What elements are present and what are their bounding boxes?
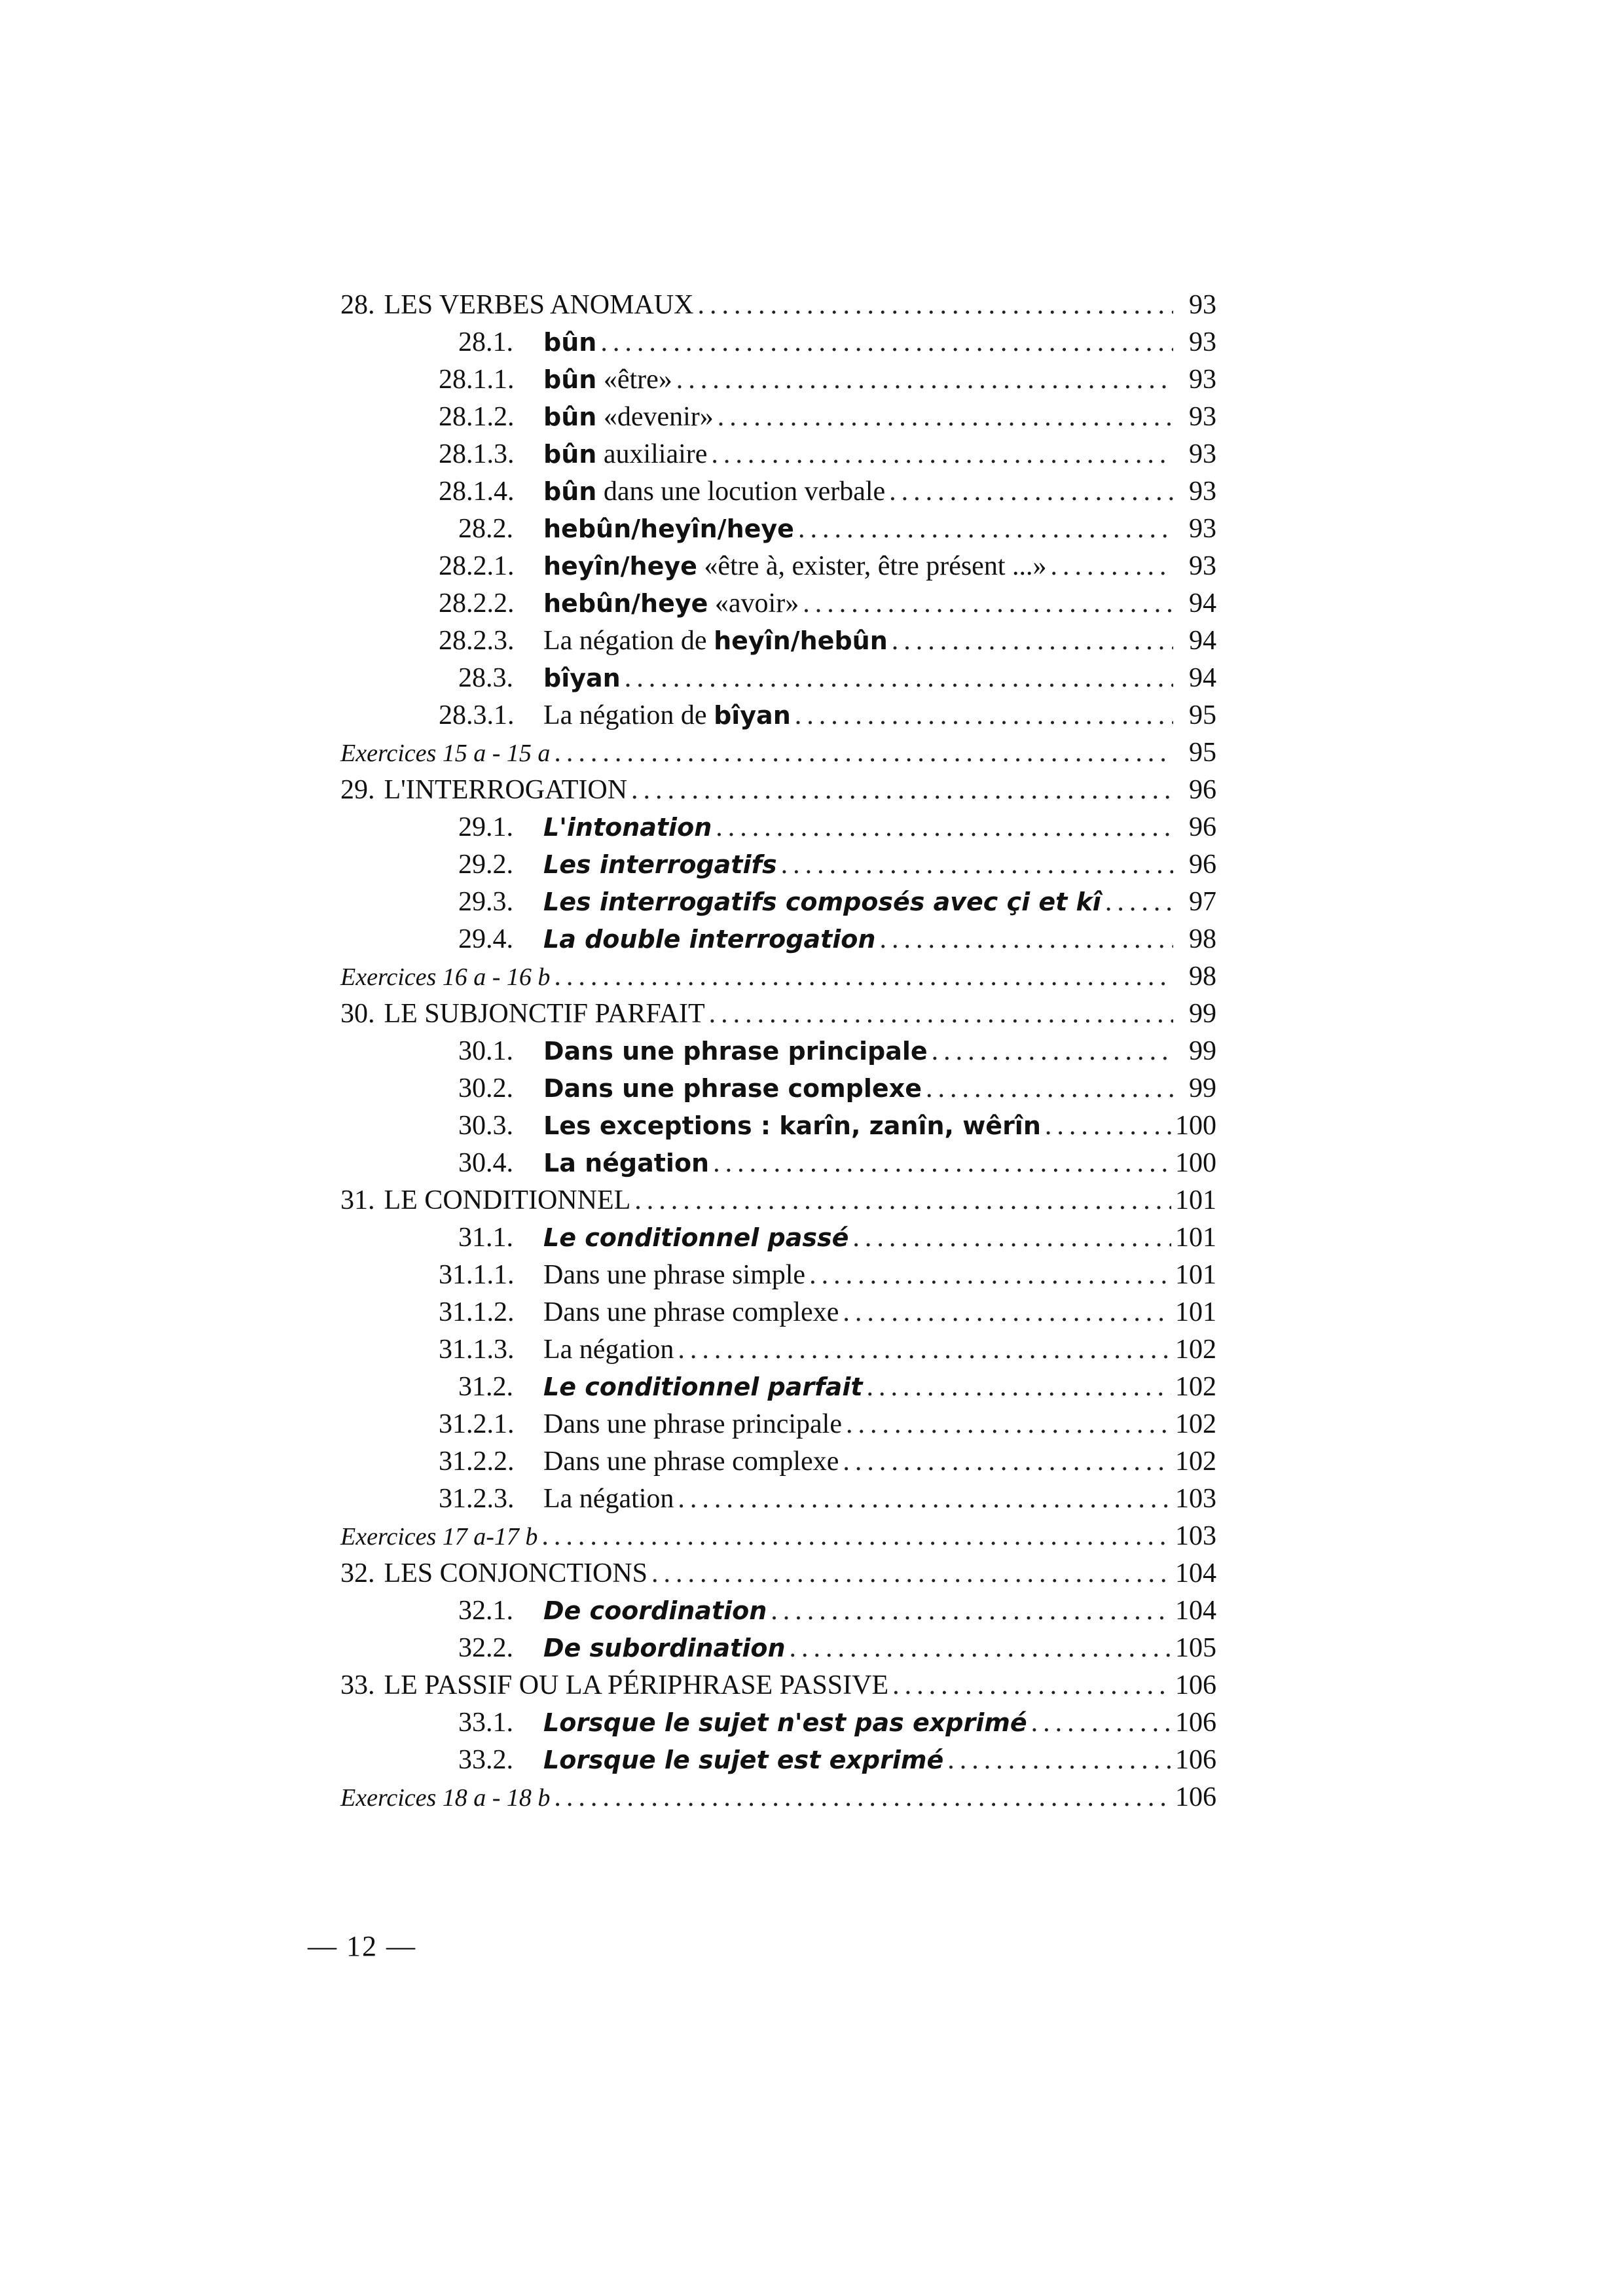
dot-leader bbox=[889, 473, 1173, 511]
toc-page-number: 102 bbox=[1175, 1446, 1216, 1477]
toc-section-row bbox=[340, 1219, 1216, 1257]
toc-section-number: 28.2.3. bbox=[439, 626, 515, 656]
toc-page-number: 101 bbox=[1175, 1185, 1216, 1215]
toc-title-kw: bûn bbox=[543, 328, 597, 357]
toc-title-pre: Dans une phrase complexe bbox=[543, 1297, 839, 1327]
toc-section-number: 28.1.4. bbox=[439, 476, 515, 507]
toc-entry-title bbox=[543, 1630, 786, 1667]
toc-entry-title bbox=[543, 884, 1101, 921]
dot-leader bbox=[631, 772, 1173, 809]
toc-title-bi: La double interrogation bbox=[543, 925, 876, 954]
toc-section-row bbox=[340, 1257, 1216, 1294]
dot-leader bbox=[709, 996, 1173, 1033]
toc-section-number: 32.1. bbox=[458, 1596, 513, 1626]
dot-leader bbox=[1045, 1107, 1171, 1145]
dot-leader bbox=[803, 585, 1173, 622]
toc-title-title: LES CONJONCTIONS bbox=[384, 1558, 648, 1588]
toc-exercise-row bbox=[340, 734, 1216, 772]
toc-chapter-row bbox=[340, 287, 1216, 324]
toc-entry-title bbox=[543, 1331, 674, 1369]
dot-leader bbox=[678, 1331, 1171, 1369]
dot-leader bbox=[634, 1182, 1171, 1219]
toc-title-b: Dans une phrase principale bbox=[543, 1037, 928, 1066]
toc-exercise-title: Exercices 18 a - 18 b bbox=[340, 1784, 551, 1812]
toc-title-kw: bîyan bbox=[714, 701, 791, 730]
dot-leader bbox=[1105, 884, 1173, 921]
toc-section-row bbox=[340, 809, 1216, 846]
dot-leader bbox=[843, 1294, 1171, 1331]
toc-section-row bbox=[340, 622, 1216, 660]
toc-title-b: Les exceptions : karîn, zanîn, wêrîn bbox=[543, 1111, 1041, 1140]
toc-title-kw: bûn bbox=[543, 403, 597, 431]
toc-entry-title bbox=[543, 921, 875, 958]
toc-title-rest: «devenir» bbox=[596, 402, 714, 432]
toc-section-row bbox=[340, 585, 1216, 622]
toc-title-kw: heyîn/heye bbox=[543, 552, 697, 581]
toc-section-number: 29.2. bbox=[458, 850, 513, 880]
toc-section-number: 28.1.3. bbox=[439, 439, 515, 469]
toc-page-number: 96 bbox=[1189, 850, 1216, 880]
toc-entry-title bbox=[543, 548, 1047, 585]
toc-page-number: 94 bbox=[1189, 663, 1216, 693]
toc-section-number: 31.1.1. bbox=[439, 1260, 515, 1290]
toc-title-bi: De coordination bbox=[543, 1596, 767, 1625]
toc-section-row bbox=[340, 473, 1216, 511]
toc-section-number: 31.1.2. bbox=[439, 1297, 515, 1327]
dot-leader bbox=[926, 1070, 1173, 1107]
dot-leader bbox=[554, 1779, 1171, 1816]
toc-title-title: LE PASSIF OU LA PÉRIPHRASE PASSIVE bbox=[384, 1670, 889, 1700]
toc-page-number: 93 bbox=[1189, 439, 1216, 469]
toc-section-row bbox=[340, 660, 1216, 697]
dot-leader bbox=[554, 734, 1173, 772]
dot-leader bbox=[625, 660, 1173, 697]
toc-section-number: 30. bbox=[340, 999, 375, 1029]
toc-section-row bbox=[340, 361, 1216, 399]
toc-entry-title bbox=[384, 287, 694, 324]
toc-page-number: 106 bbox=[1175, 1708, 1216, 1738]
toc-title-title: L'INTERROGATION bbox=[384, 775, 628, 805]
toc-entry-title bbox=[543, 473, 885, 511]
toc-title-pre: La négation de bbox=[543, 700, 714, 730]
toc-page-number: 105 bbox=[1175, 1633, 1216, 1663]
toc-section-number: 32. bbox=[340, 1558, 375, 1588]
toc-title-kw: bûn bbox=[543, 440, 597, 469]
toc-section-row bbox=[340, 1331, 1216, 1369]
dot-leader bbox=[932, 1033, 1173, 1070]
toc-section-row bbox=[340, 1704, 1216, 1742]
toc-title-rest: «avoir» bbox=[708, 588, 799, 619]
toc-page-number: 94 bbox=[1189, 626, 1216, 656]
toc-title-pre: Dans une phrase principale bbox=[543, 1409, 842, 1439]
toc-entry-title bbox=[543, 585, 799, 622]
toc-section-number: 33.1. bbox=[458, 1708, 513, 1738]
toc-title-rest: dans une locution verbale bbox=[596, 476, 886, 507]
toc-section-number: 28.1.2. bbox=[439, 402, 515, 432]
toc-title-pre: La négation bbox=[543, 1335, 674, 1365]
toc-section-row bbox=[340, 1070, 1216, 1107]
toc-title-kw: heyîn/hebûn bbox=[714, 626, 888, 655]
toc-section-row bbox=[340, 1592, 1216, 1630]
toc-title-pre: Dans une phrase simple bbox=[543, 1260, 806, 1290]
toc-entry-title bbox=[384, 772, 628, 809]
dot-leader bbox=[600, 324, 1173, 361]
toc-section-number: 28.2.1. bbox=[439, 551, 515, 581]
toc-page-number: 96 bbox=[1189, 775, 1216, 805]
dot-leader bbox=[781, 846, 1173, 884]
toc-title-bi: De subordination bbox=[543, 1634, 786, 1662]
toc-page-number: 104 bbox=[1175, 1596, 1216, 1626]
toc-entry-title bbox=[543, 1406, 842, 1443]
toc-section-number: 28.1. bbox=[458, 327, 513, 357]
toc-page-number: 93 bbox=[1189, 402, 1216, 432]
toc-section-number: 31.2.1. bbox=[439, 1409, 515, 1439]
toc-section-number: 30.4. bbox=[458, 1148, 513, 1178]
toc-section-row bbox=[340, 324, 1216, 361]
dot-leader bbox=[678, 1480, 1171, 1518]
toc-title-bi: Lorsque le sujet est exprimé bbox=[543, 1746, 944, 1774]
toc-exercise-title: Exercices 17 a-17 b bbox=[340, 1523, 538, 1551]
toc-section-number: 29.1. bbox=[458, 812, 513, 842]
toc-page-number: 95 bbox=[1189, 738, 1216, 768]
toc-section-number: 28.3.1. bbox=[439, 700, 515, 730]
toc-page-number: 100 bbox=[1175, 1111, 1216, 1141]
toc-title-kw: bûn bbox=[543, 477, 597, 506]
dot-leader bbox=[892, 1667, 1171, 1704]
toc-page-number: 102 bbox=[1175, 1372, 1216, 1402]
dot-leader bbox=[676, 361, 1173, 399]
toc-exercise-row bbox=[340, 1518, 1216, 1555]
toc-title-bi: L'intonation bbox=[543, 813, 712, 842]
toc-chapter-row bbox=[340, 996, 1216, 1033]
toc-exercise-row bbox=[340, 1779, 1216, 1816]
toc-entry-title bbox=[543, 1443, 839, 1480]
toc-page-number: 93 bbox=[1189, 476, 1216, 507]
toc-section-row bbox=[340, 1294, 1216, 1331]
toc-section-number: 31.2.3. bbox=[439, 1484, 515, 1514]
toc-entry-title bbox=[543, 361, 672, 399]
toc-entry-title bbox=[543, 511, 794, 548]
toc-entry-title bbox=[384, 1667, 889, 1704]
toc-section-number: 29.3. bbox=[458, 887, 513, 917]
toc-section-number: 31.2. bbox=[458, 1372, 513, 1402]
toc-page-number: 104 bbox=[1175, 1558, 1216, 1588]
toc-entry-title bbox=[543, 1070, 922, 1107]
toc-title-rest: «être» bbox=[596, 365, 672, 395]
toc-title-bi: Les interrogatifs composés avec çi et kî bbox=[543, 888, 1101, 916]
toc-entry-title bbox=[543, 436, 707, 473]
toc-title-title: LES VERBES ANOMAUX bbox=[384, 290, 694, 320]
toc-section-row bbox=[340, 399, 1216, 436]
toc-section-number: 28.2.2. bbox=[439, 588, 515, 619]
toc-section-row bbox=[340, 1630, 1216, 1667]
toc-entry-title bbox=[543, 1742, 943, 1779]
toc-section-row bbox=[340, 884, 1216, 921]
toc-section-row bbox=[340, 1406, 1216, 1443]
toc-section-number: 31.1. bbox=[458, 1223, 513, 1253]
toc-entry-title bbox=[543, 1704, 1027, 1742]
toc-entry-title bbox=[543, 399, 714, 436]
toc-page-number: 101 bbox=[1175, 1260, 1216, 1290]
toc-page-number: 93 bbox=[1189, 365, 1216, 395]
toc-title-b: Dans une phrase complexe bbox=[543, 1074, 922, 1103]
dot-leader bbox=[809, 1257, 1171, 1294]
toc-title-rest: «être à, exister, être présent ...» bbox=[697, 551, 1047, 581]
toc-entry-title bbox=[543, 1107, 1041, 1145]
toc-section-number: 28. bbox=[340, 290, 375, 320]
toc-entry-title bbox=[543, 1033, 928, 1070]
dot-leader bbox=[892, 622, 1173, 660]
dot-leader bbox=[711, 436, 1173, 473]
toc-page-number: 106 bbox=[1175, 1745, 1216, 1775]
toc-section-number: 33. bbox=[340, 1670, 375, 1700]
toc-entry-title bbox=[543, 1145, 709, 1182]
toc-section-row bbox=[340, 436, 1216, 473]
toc-title-pre: La négation de bbox=[543, 626, 714, 656]
toc-page-number: 93 bbox=[1189, 514, 1216, 544]
toc-entry-title bbox=[543, 1257, 805, 1294]
toc-section-row bbox=[340, 846, 1216, 884]
dot-leader bbox=[554, 958, 1173, 996]
toc-section-number: 30.2. bbox=[458, 1073, 513, 1103]
toc-page-number: 102 bbox=[1175, 1335, 1216, 1365]
toc-entry-title bbox=[543, 846, 777, 884]
toc-page-number: 94 bbox=[1189, 588, 1216, 619]
toc-title-bi: Lorsque le sujet n'est pas exprimé bbox=[543, 1708, 1027, 1737]
toc-title-bi: Le conditionnel parfait bbox=[543, 1372, 863, 1401]
toc-section-number: 33.2. bbox=[458, 1745, 513, 1775]
toc-entry-title bbox=[543, 1369, 863, 1406]
toc-page-number: 99 bbox=[1189, 999, 1216, 1029]
dot-leader bbox=[846, 1406, 1171, 1443]
toc-entry-title bbox=[543, 697, 791, 734]
toc-section-number: 31. bbox=[340, 1185, 375, 1215]
toc-section-number: 32.2. bbox=[458, 1633, 513, 1663]
toc-entry-title bbox=[543, 1480, 674, 1518]
toc-section-number: 28.1.1. bbox=[439, 365, 515, 395]
toc-section-number: 31.2.2. bbox=[439, 1446, 515, 1477]
toc-section-row bbox=[340, 1369, 1216, 1406]
page-number: — 12 — bbox=[308, 1930, 416, 1962]
dot-leader bbox=[541, 1518, 1171, 1555]
toc-section-number: 28.3. bbox=[458, 663, 513, 693]
toc-page-number: 102 bbox=[1175, 1409, 1216, 1439]
toc-section-number: 31.1.3. bbox=[439, 1335, 515, 1365]
toc-title-kw: bîyan bbox=[543, 664, 621, 692]
toc-entry-title bbox=[543, 660, 621, 697]
toc-section-row bbox=[340, 1443, 1216, 1480]
toc-section-row bbox=[340, 697, 1216, 734]
toc-title-bi: Les interrogatifs bbox=[543, 850, 777, 879]
toc-title-b: La négation bbox=[543, 1149, 710, 1177]
toc-chapter-row bbox=[340, 772, 1216, 809]
toc-section-row bbox=[340, 921, 1216, 958]
toc-title-bi: Le conditionnel passé bbox=[543, 1223, 849, 1252]
toc-page-number: 106 bbox=[1175, 1782, 1216, 1812]
toc-page-number: 103 bbox=[1175, 1484, 1216, 1514]
dot-leader bbox=[651, 1555, 1171, 1592]
toc-page-number: 103 bbox=[1175, 1521, 1216, 1551]
dot-leader bbox=[1031, 1704, 1171, 1742]
toc-exercise-title: Exercices 16 a - 16 b bbox=[340, 963, 551, 991]
toc-section-row bbox=[340, 1742, 1216, 1779]
dot-leader bbox=[716, 809, 1173, 846]
toc-page-number: 106 bbox=[1175, 1670, 1216, 1700]
toc-entry-title bbox=[543, 1219, 848, 1257]
dot-leader bbox=[947, 1742, 1171, 1779]
toc-section-row bbox=[340, 511, 1216, 548]
dot-leader bbox=[843, 1443, 1171, 1480]
toc-section-number: 30.3. bbox=[458, 1111, 513, 1141]
toc-exercise-row bbox=[340, 958, 1216, 996]
toc-page-number: 93 bbox=[1189, 327, 1216, 357]
toc-section-row bbox=[340, 1033, 1216, 1070]
toc-page-number: 93 bbox=[1189, 551, 1216, 581]
toc-section-row bbox=[340, 1145, 1216, 1182]
toc-exercise-title: Exercices 15 a - 15 a bbox=[340, 740, 551, 767]
toc-title-kw: hebûn/heyîn/heye bbox=[543, 514, 794, 543]
dot-leader bbox=[1051, 548, 1174, 585]
toc-section-number: 29.4. bbox=[458, 924, 513, 954]
toc-chapter-row bbox=[340, 1555, 1216, 1592]
toc-chapter-row bbox=[340, 1667, 1216, 1704]
toc-page-number: 99 bbox=[1189, 1073, 1216, 1103]
toc-entry-title bbox=[543, 1294, 839, 1331]
dot-leader bbox=[879, 921, 1173, 958]
toc-section-row bbox=[340, 1480, 1216, 1518]
dot-leader bbox=[697, 287, 1173, 324]
toc-page-number: 98 bbox=[1189, 924, 1216, 954]
toc-entry-title bbox=[543, 622, 888, 660]
toc-page-number: 95 bbox=[1189, 700, 1216, 730]
toc-page-number: 97 bbox=[1189, 887, 1216, 917]
toc-entry-title bbox=[384, 1182, 631, 1219]
toc-title-pre: Dans une phrase complexe bbox=[543, 1446, 839, 1477]
toc-title-pre: La négation bbox=[543, 1484, 674, 1514]
dot-leader bbox=[771, 1592, 1171, 1630]
toc-title-title: LE SUBJONCTIF PARFAIT bbox=[384, 999, 705, 1029]
toc-title-kw: bûn bbox=[543, 365, 597, 394]
toc-page-number: 99 bbox=[1189, 1036, 1216, 1066]
toc-page-number: 98 bbox=[1189, 961, 1216, 992]
toc-page-number: 101 bbox=[1175, 1297, 1216, 1327]
toc-section-row bbox=[340, 548, 1216, 585]
toc-entry-title bbox=[384, 1555, 648, 1592]
dot-leader bbox=[798, 511, 1173, 548]
toc-entry-title bbox=[543, 809, 712, 846]
toc-entry-title bbox=[543, 1592, 767, 1630]
dot-leader bbox=[790, 1630, 1171, 1667]
dot-leader bbox=[713, 1145, 1171, 1182]
toc-section-number: 29. bbox=[340, 775, 375, 805]
toc-entry-title bbox=[543, 324, 596, 361]
toc-title-kw: hebûn/heye bbox=[543, 589, 708, 618]
table-of-contents bbox=[340, 287, 1216, 1816]
toc-section-number: 30.1. bbox=[458, 1036, 513, 1066]
toc-section-row bbox=[340, 1107, 1216, 1145]
toc-page-number: 96 bbox=[1189, 812, 1216, 842]
toc-chapter-row bbox=[340, 1182, 1216, 1219]
dot-leader bbox=[718, 399, 1173, 436]
toc-section-number: 28.2. bbox=[458, 514, 513, 544]
toc-title-rest: auxiliaire bbox=[596, 439, 708, 469]
dot-leader bbox=[795, 697, 1173, 734]
toc-page-number: 93 bbox=[1189, 290, 1216, 320]
toc-entry-title bbox=[384, 996, 705, 1033]
dot-leader bbox=[852, 1219, 1171, 1257]
toc-page-number: 100 bbox=[1175, 1148, 1216, 1178]
toc-page-number: 101 bbox=[1175, 1223, 1216, 1253]
toc-title-title: LE CONDITIONNEL bbox=[384, 1185, 631, 1215]
dot-leader bbox=[867, 1369, 1171, 1406]
